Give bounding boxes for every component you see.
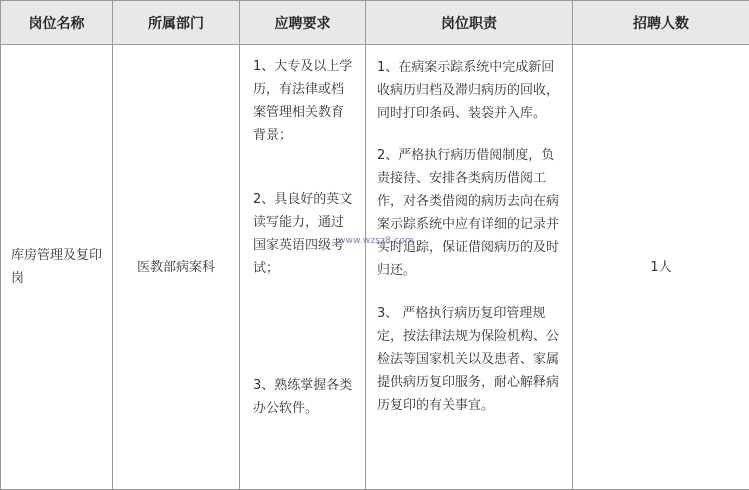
- header-department: 所属部门: [113, 1, 240, 45]
- site-watermark: www.wzsz8.com: [338, 236, 415, 246]
- duty-item: 2、严格执行病历借阅制度，负责接待、安排各类病历借阅工作，对各类借阅的病历去向在病案示踪系统中应有详细的记录并实时追踪，保证借阅病历的及时归还。: [377, 148, 560, 278]
- requirements-cell: [240, 45, 366, 490]
- header-count: 招聘人数: [573, 1, 749, 45]
- count-cell: 1人: [573, 45, 749, 490]
- table-body: [1, 45, 749, 490]
- table-row: [1, 45, 749, 490]
- header-position: 岗位名称: [1, 1, 113, 45]
- requirement-item: 2、具良好的英文读写能力，通过国家英语四级考试；: [253, 192, 353, 276]
- requirement-item: 1、大专及以上学历，有法律或档案管理相关教育背景；: [253, 59, 353, 143]
- header-requirements: 应聘要求: [240, 1, 366, 45]
- duties-cell: [366, 45, 573, 490]
- duty-item: 1、在病案示踪系统中完成新回收病历归档及滞归病历的回收，同时打印条码、装袋并入库。: [377, 60, 560, 121]
- header-row: [1, 1, 749, 45]
- duty-item: 3、 严格执行病历复印管理规定，按法律法规为保险机构、公检法等国家机关以及患者、家属提供病历复印服务，耐心解释病历复印的有关事宜。: [377, 306, 560, 413]
- requirement-item: 3、熟练掌握各类办公软件。: [253, 378, 353, 416]
- table-header: [1, 1, 749, 45]
- header-duties: 岗位职责: [366, 1, 573, 45]
- department-cell: 医教部病案科: [113, 45, 240, 490]
- position-cell: 库房管理及复印岗: [1, 45, 113, 490]
